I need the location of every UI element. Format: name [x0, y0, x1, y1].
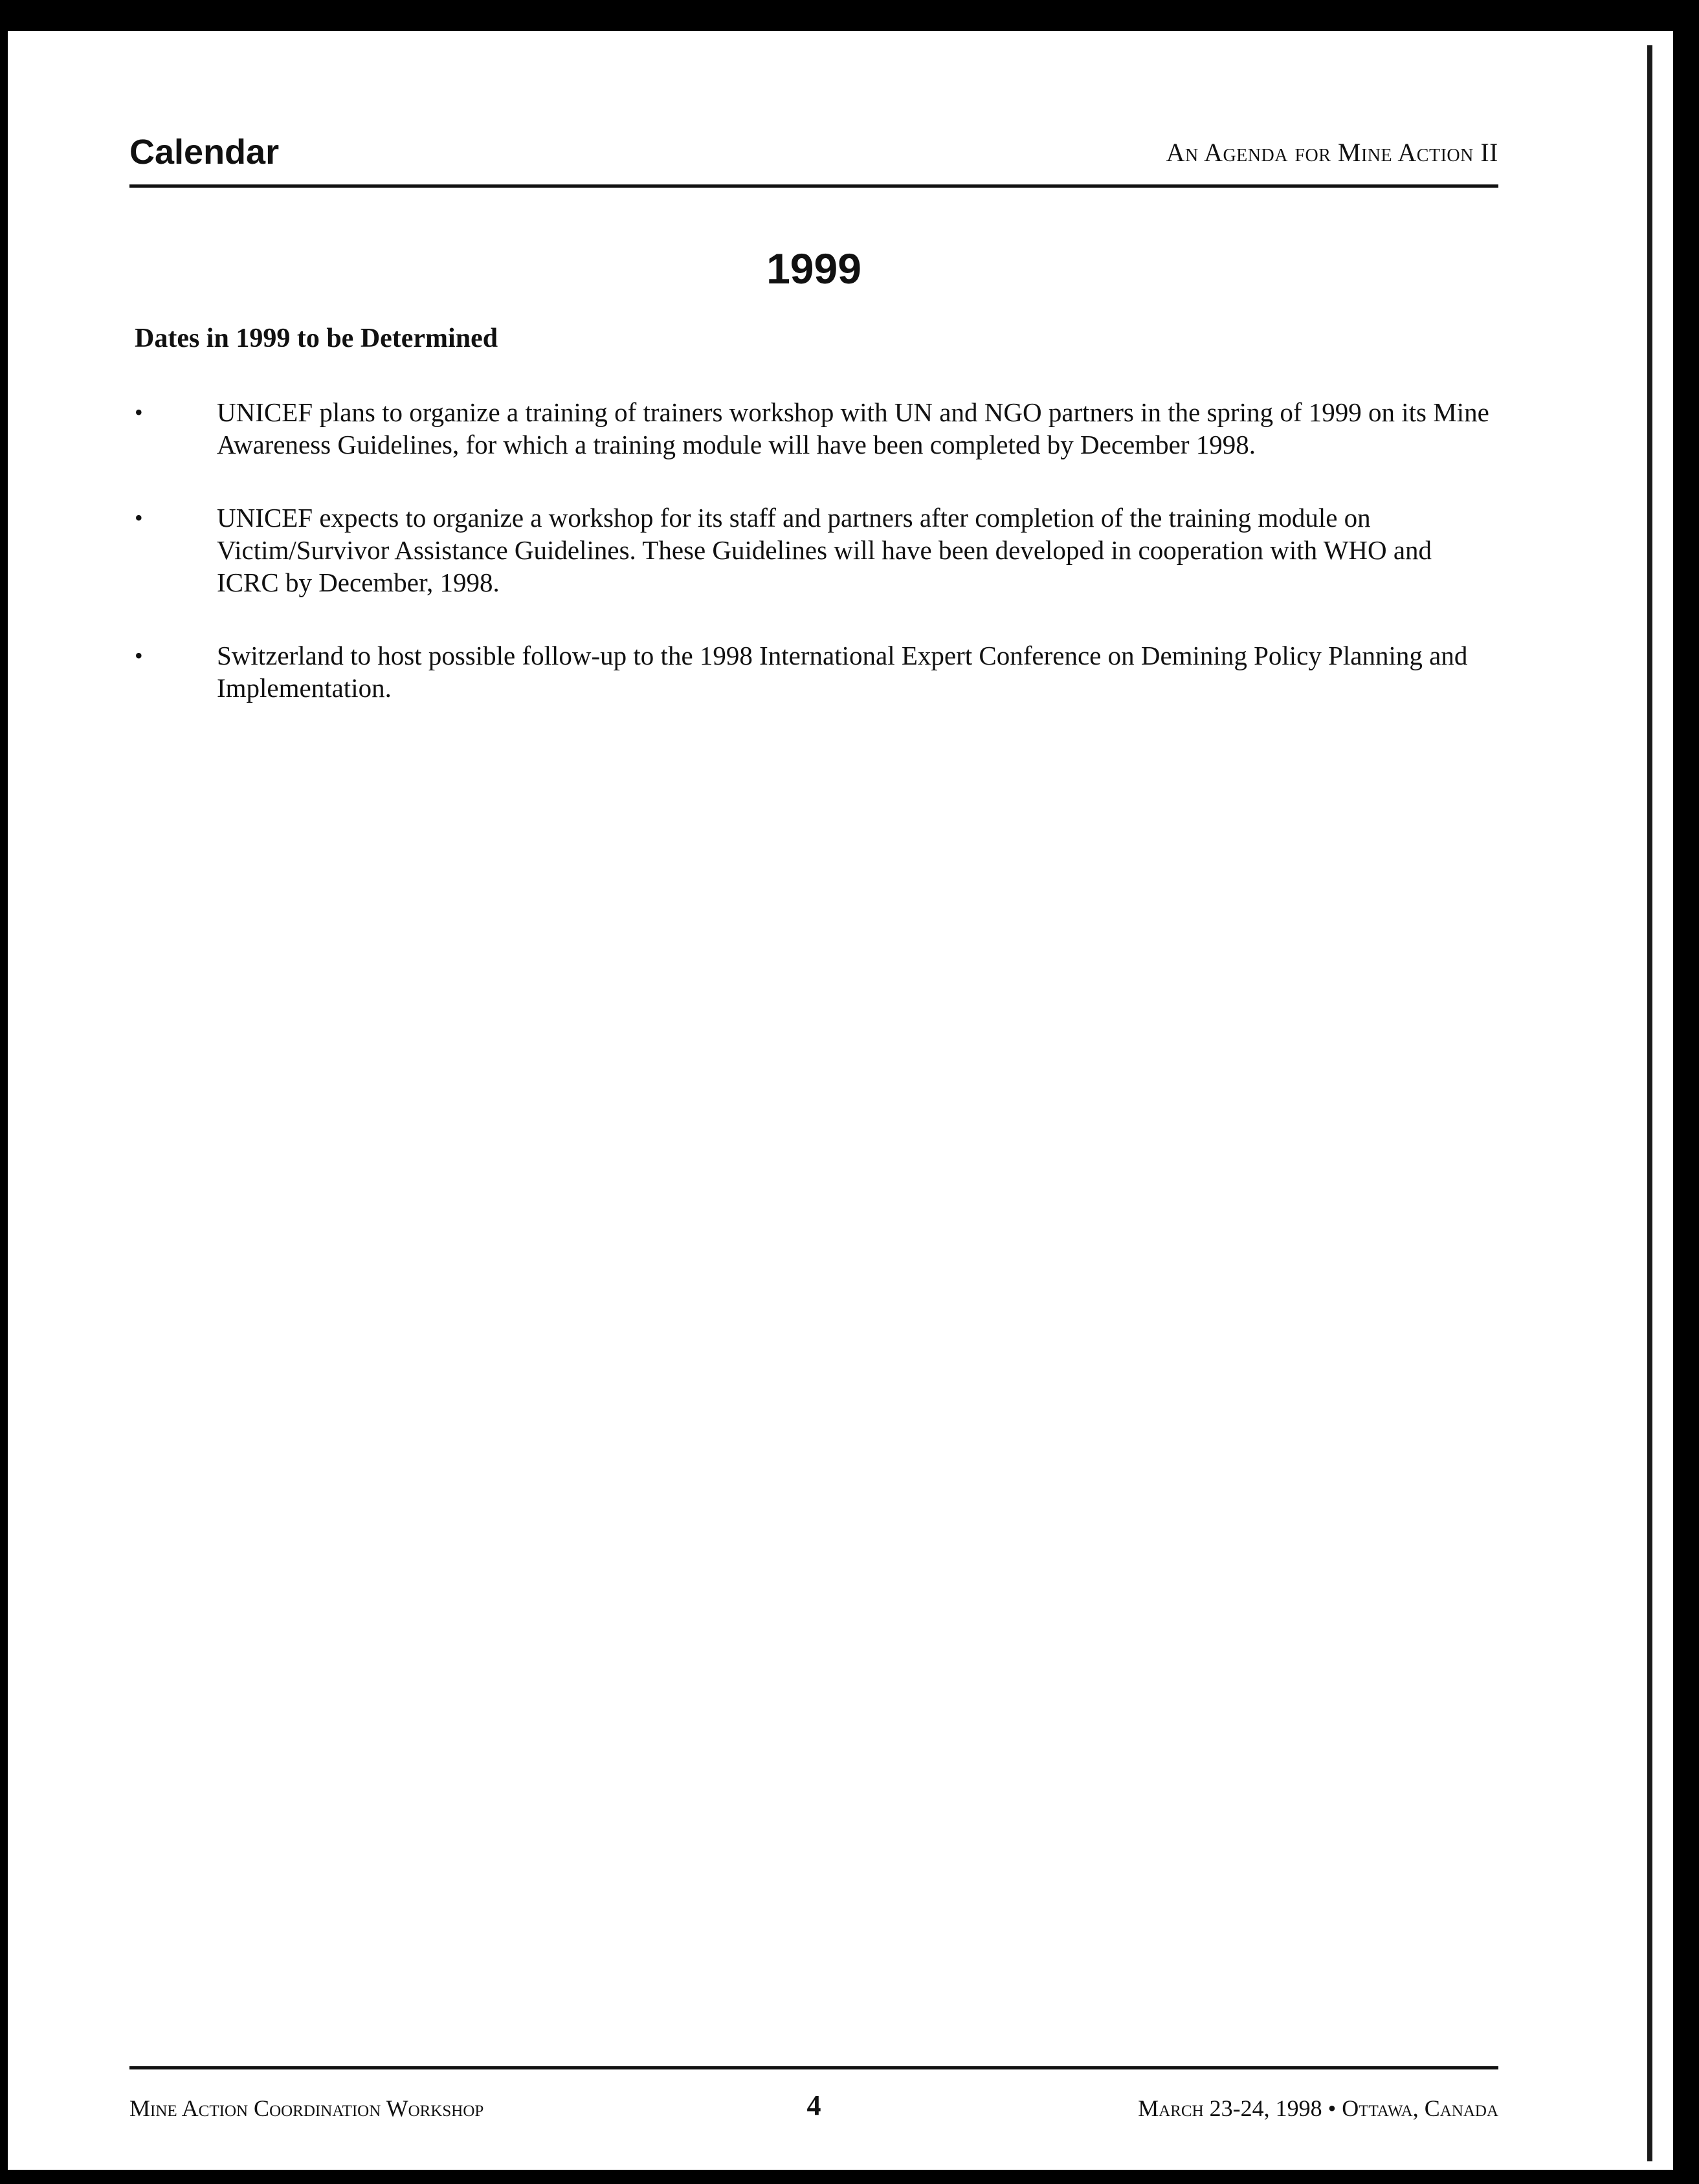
list-item — [129, 396, 1498, 461]
footer-rule — [129, 2066, 1498, 2069]
list-item-text: UNICEF expects to organize a workshop for its staff and partners after completion of the training module on Victim/Survivor Assistance Guidelines. These Guidelines will have been developed in cooperation with WHO and ICRC by December, 1998. — [217, 503, 1432, 597]
year-heading: 1999 — [766, 245, 861, 292]
running-header — [129, 129, 1498, 175]
bullet-icon: • — [135, 505, 143, 531]
publication-title: An Agenda for Mine Action II — [1166, 138, 1498, 167]
scan-border-left — [0, 0, 8, 2184]
calendar-item-list — [129, 396, 1498, 745]
footer-date-location: March 23-24, 1998 • Ottawa, Canada — [1138, 2095, 1498, 2121]
footer-workshop-name: Mine Action Coordination Workshop — [129, 2095, 484, 2121]
bullet-icon: • — [135, 399, 143, 425]
scan-border-top — [0, 0, 1699, 31]
section-label: Calendar — [129, 133, 280, 171]
list-item-text: Switzerland to host possible follow-up to the 1998 International Expert Conference on Demining Policy Planning and Implementation. — [217, 641, 1468, 703]
header-rule — [129, 184, 1498, 188]
scan-border-bottom — [0, 2170, 1699, 2184]
scan-border-right — [1673, 0, 1699, 2184]
bullet-icon: • — [135, 643, 143, 668]
list-item-text: UNICEF plans to organize a training of trainers workshop with UN and NGO partners in the spring of 1999 on its Mine Awareness Guidelines, for which a training module will have been completed by December 1998. — [217, 397, 1489, 459]
list-item — [129, 502, 1498, 599]
page-footer — [129, 2089, 1498, 2128]
page-edge-shadow — [1647, 45, 1652, 2161]
sub-heading: Dates in 1999 to be Determined — [135, 324, 498, 353]
list-item — [129, 639, 1498, 704]
page-number: 4 — [806, 2090, 821, 2121]
